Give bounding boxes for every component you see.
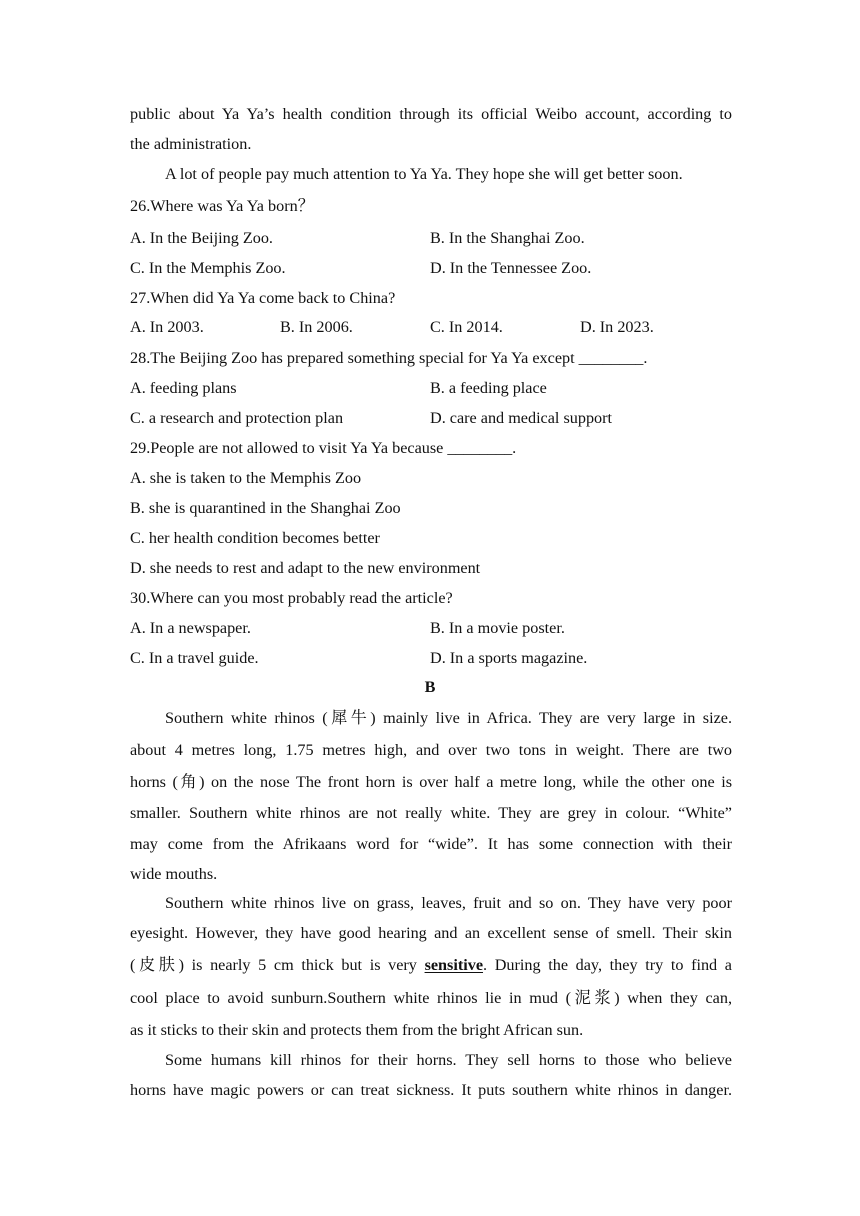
section-b-p1-line-3: horns (角) on the nose The front horn is over half a metre long, while the other one is <box>130 773 732 791</box>
section-b-p3-line-2: horns have magic powers or can treat sickness. It puts southern white rhinos in danger. <box>130 1081 732 1099</box>
question-28-option-a: A. feeding plans <box>130 379 237 397</box>
question-30-option-c: C. In a travel guide. <box>130 649 259 667</box>
question-30-option-d: D. In a sports magazine. <box>430 649 588 667</box>
question-30-option-b: B. In a movie poster. <box>430 619 565 637</box>
question-28-option-b: B. a feeding place <box>430 379 547 397</box>
section-b-p1-line-1: Southern white rhinos (犀牛) mainly live in Africa. They are very large in size. <box>165 709 732 727</box>
section-b-p2-line-5: as it sticks to their skin and protects them from the bright African sun. <box>130 1021 584 1039</box>
question-29-stem: 29.People are not allowed to visit Ya Ya because ________. <box>130 439 517 457</box>
section-b-heading: B <box>424 678 436 696</box>
passage-a-line-1: public about Ya Ya’s health condition through its official Weibo account, according to <box>130 105 732 123</box>
question-26-option-c: C. In the Memphis Zoo. <box>130 259 286 277</box>
question-27-option-b: B. In 2006. <box>280 318 353 336</box>
section-b-p1-line-5: may come from the Afrikaans word for “wide”. It has some connection with their <box>130 835 732 853</box>
question-27-option-d: D. In 2023. <box>580 318 654 336</box>
question-29-option-b: B. she is quarantined in the Shanghai Zoo <box>130 499 401 517</box>
section-b-p2-line-4: cool place to avoid sunburn.Southern white rhinos lie in mud (泥浆) when they can, <box>130 989 732 1007</box>
question-27-option-a: A. In 2003. <box>130 318 204 336</box>
question-26-option-b: B. In the Shanghai Zoo. <box>430 229 585 247</box>
question-29-option-d: D. she needs to rest and adapt to the new environment <box>130 559 481 577</box>
section-b-p2-line-3-start: (皮肤) is nearly 5 cm thick but is very <box>130 956 425 974</box>
question-26-option-a: A. In the Beijing Zoo. <box>130 229 273 247</box>
question-29-option-c: C. her health condition becomes better <box>130 529 380 547</box>
question-26-stem: 26.Where was Ya Ya born？ <box>130 197 314 215</box>
passage-a-line-3: A lot of people pay much attention to Ya Ya. They hope she will get better soon. <box>165 165 683 183</box>
vocabulary-keyword: sensitive <box>424 956 484 974</box>
question-30-option-a: A. In a newspaper. <box>130 619 251 637</box>
section-b-p2-line-2: eyesight. However, they have good hearing and an excellent sense of smell. Their skin <box>130 924 732 942</box>
section-b-p1-line-2: about 4 metres long, 1.75 metres high, and over two tons in weight. There are two <box>130 741 732 759</box>
question-28-stem: 28.The Beijing Zoo has prepared something special for Ya Ya except ________. <box>130 349 648 367</box>
question-27-option-c: C. In 2014. <box>430 318 503 336</box>
question-28-option-d: D. care and medical support <box>430 409 613 427</box>
question-29-option-a: A. she is taken to the Memphis Zoo <box>130 469 362 487</box>
question-27-stem: 27.When did Ya Ya come back to China? <box>130 289 396 307</box>
section-b-p2-line-3-end: . During the day, they try to find a <box>483 956 732 974</box>
section-b-p2-line-1: Southern white rhinos live on grass, leaves, fruit and so on. They have very poor <box>165 894 732 912</box>
passage-a-line-2: the administration. <box>130 135 252 153</box>
question-30-stem: 30.Where can you most probably read the article? <box>130 589 453 607</box>
question-26-option-d: D. In the Tennessee Zoo. <box>430 259 592 277</box>
question-28-option-c: C. a research and protection plan <box>130 409 344 427</box>
section-b-p1-line-6: wide mouths. <box>130 865 218 883</box>
section-b-p3-line-1: Some humans kill rhinos for their horns. They sell horns to those who believe <box>165 1051 732 1069</box>
section-b-p2-line-3 <box>130 955 732 975</box>
section-b-p1-line-4: smaller. Southern white rhinos are not really white. They are grey in colour. “White” <box>130 804 732 822</box>
